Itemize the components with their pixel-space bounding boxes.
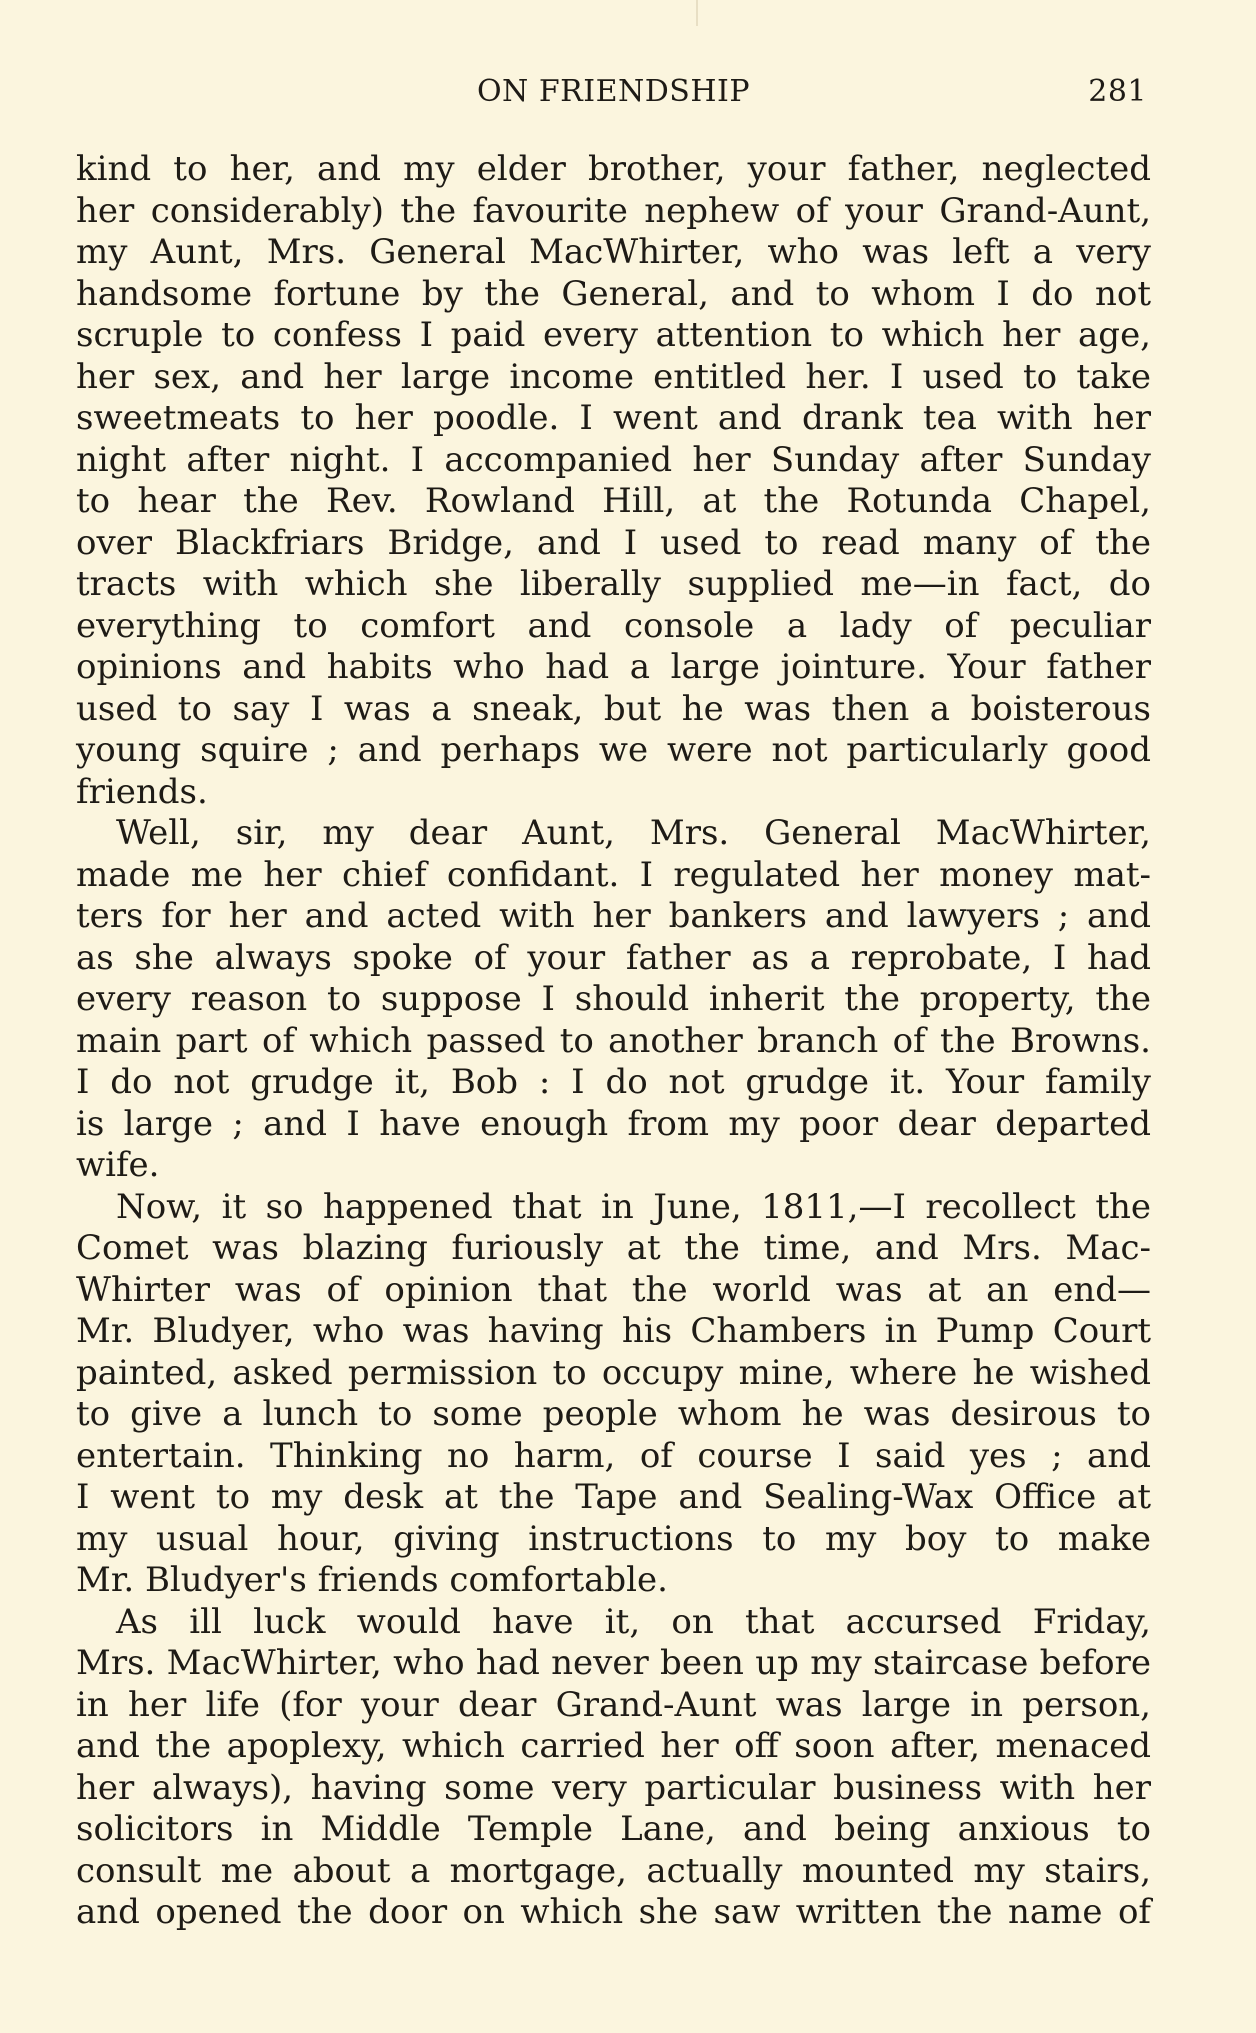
text-line: ters for her and acted with her bankers and lawyers ; and	[76, 896, 1151, 936]
text-line: I do not grudge it, Bob : I do not grudge it. Your family	[76, 1062, 1151, 1102]
text-line: tracts with which she liberally supplied me—in fact, do	[76, 564, 1151, 604]
paper-edge-mark	[696, 0, 698, 26]
text-line: everything to comfort and console a lady of peculiar	[76, 605, 1151, 646]
text-line: and the apoplexy, which carried her off soon after, menaced	[76, 1726, 1151, 1766]
text-line: scruple to confess I paid every attention to which her age,	[76, 315, 1151, 355]
text-line: Now, it so happened that in June, 1811,—I recollect the	[116, 1186, 1151, 1227]
text-line: and opened the door on which she saw written the name of	[76, 1892, 1151, 1932]
text-line: is large ; and I have enough from my poor dear departed	[76, 1103, 1151, 1144]
text-line: Comet was blazing furiously at the time, and Mrs. Mac-	[76, 1228, 1151, 1268]
body-text	[76, 149, 1151, 1934]
text-line: As ill luck would have it, on that accursed Friday,	[116, 1601, 1151, 1642]
text-line: her sex, and her large income entitled her. I used to take	[76, 356, 1151, 397]
text-line: friends.	[76, 771, 208, 812]
text-line: as she always spoke of your father as a reprobate, I had	[76, 937, 1151, 978]
text-line: Well, sir, my dear Aunt, Mrs. General MacWhirter,	[116, 813, 1151, 853]
text-line: every reason to suppose I should inherit the property, the	[76, 979, 1151, 1019]
text-line: solicitors in Middle Temple Lane, and being anxious to	[76, 1809, 1151, 1849]
text-line: handsome fortune by the General, and to whom I do not	[76, 273, 1151, 314]
text-line: Whirter was of opinion that the world was at an end—	[76, 1269, 1151, 1310]
paragraph	[76, 1187, 1151, 1602]
text-line: to hear the Rev. Rowland Hill, at the Rotunda Chapel,	[76, 481, 1151, 521]
page-number: 281	[1088, 74, 1147, 109]
text-line: wife.	[76, 1145, 160, 1185]
text-line: made me her chief confidant. I regulated her money mat-	[76, 854, 1151, 895]
text-line: her considerably) the favourite nephew of your Grand-Aunt,	[76, 190, 1151, 231]
text-line: her always), having some very particular business with her	[76, 1767, 1151, 1808]
running-title: ON FRIENDSHIP	[476, 74, 751, 109]
text-line: my Aunt, Mrs. General MacWhirter, who was left a very	[76, 232, 1151, 272]
text-line: Mrs. MacWhirter, who had never been up my staircase before	[76, 1643, 1151, 1683]
text-line: sweetmeats to her poodle. I went and drank tea with her	[76, 398, 1151, 438]
text-line: I went to my desk at the Tape and Sealing-Wax Office at	[76, 1477, 1151, 1517]
text-line: night after night. I accompanied her Sunday after Sunday	[76, 439, 1151, 480]
text-line: to give a lunch to some people whom he was desirous to	[76, 1394, 1151, 1434]
text-line: consult me about a mortgage, actually mounted my stairs,	[76, 1850, 1151, 1891]
text-line: opinions and habits who had a large jointure. Your father	[76, 647, 1151, 687]
text-line: kind to her, and my elder brother, your father, neglected	[76, 149, 1151, 189]
text-line: over Blackfriars Bridge, and I used to read many of the	[76, 522, 1151, 563]
text-line: Mr. Bludyer's friends comfortable.	[76, 1560, 668, 1600]
page-header	[76, 74, 1151, 114]
paragraph	[76, 813, 1151, 1187]
text-line: entertain. Thinking no harm, of course I said yes ; and	[76, 1435, 1151, 1476]
text-line: painted, asked permission to occupy mine, where he wished	[76, 1352, 1151, 1393]
text-line: Mr. Bludyer, who was having his Chambers in Pump Court	[76, 1311, 1151, 1351]
text-line: used to say I was a sneak, but he was then a boisterous	[76, 688, 1151, 729]
paragraph	[76, 149, 1151, 813]
paragraph	[76, 1602, 1151, 1934]
text-line: main part of which passed to another branch of the Browns.	[76, 1020, 1151, 1061]
text-line: in her life (for your dear Grand-Aunt was large in person,	[76, 1684, 1151, 1725]
text-line: my usual hour, giving instructions to my boy to make	[76, 1518, 1151, 1559]
text-line: young squire ; and perhaps we were not particularly good	[76, 730, 1151, 770]
